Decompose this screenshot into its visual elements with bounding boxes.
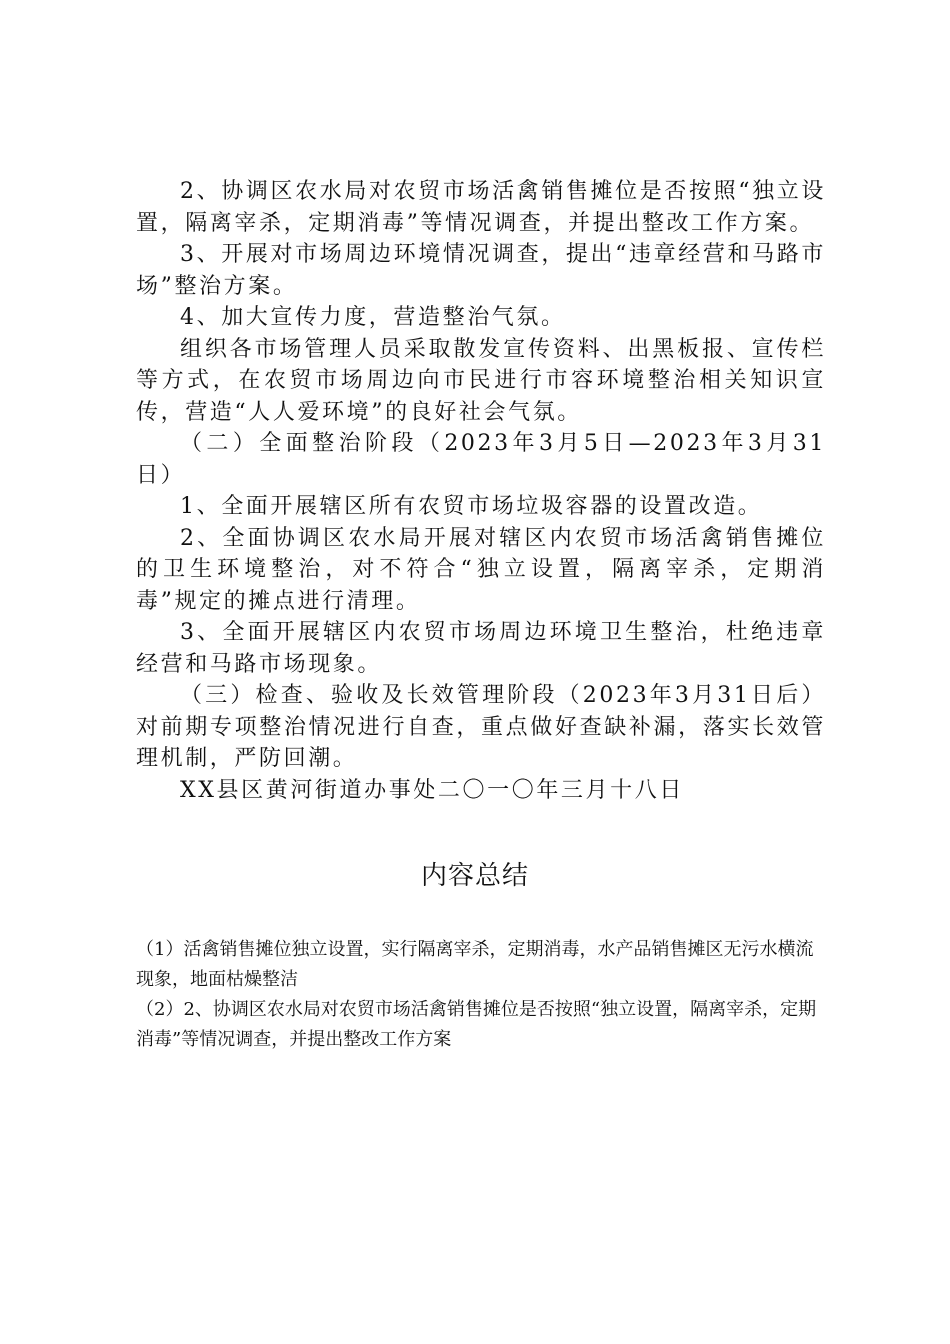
paragraph-signature-date: XX县区黄河街道办事处二〇一〇年三月十八日: [180, 777, 684, 803]
paragraph-publicity: 4、加大宣传力度，营造整治气氛。: [180, 305, 566, 330]
document-body: [136, 176, 826, 806]
paragraph-survey: 3、开展对市场周边环境情况调查，提出“违章经营和马路市场”整治方案。: [136, 242, 826, 299]
paragraph-surroundings: 3、全面开展辖区内农贸市场周边环境卫生整治，杜绝违章经营和马路市场现象。: [136, 620, 826, 677]
paragraph-phase-three: （三）检查、验收及长效管理阶段（2023年3月31日后）对前期专项整治情况进行自查，重点做好查缺补漏，落实长效管理机制，严防回潮。: [136, 683, 826, 771]
summary-item: （1）活禽销售摊位独立设置，实行隔离宰杀，定期消毒，水产品销售摊区无污水横流现象，地面枯燥整洁: [136, 939, 814, 990]
paragraph-poultry-stalls: 2、全面协调区农水局开展对辖区内农贸市场活禽销售摊位的卫生环境整治，对不符合“独立设置，隔离宰杀，定期消毒”规定的摊点进行清理。: [136, 525, 826, 614]
paragraph-garbage-containers: 1、全面开展辖区所有农贸市场垃圾容器的设置改造。: [180, 494, 763, 519]
summary-title: 内容总结: [420, 861, 529, 891]
paragraph-organize: 组织各市场管理人员采取散发宣传资料、出黑板报、宣传栏等方式，在农贸市场周边向市民进行市容环境整治相关知识宣传，营造“人人爱环境”的良好社会气氛。: [136, 336, 826, 425]
summary-list: [136, 935, 826, 1055]
paragraph-coordination: 2、协调区农水局对农贸市场活禽销售摊位是否按照“独立设置，隔离宰杀，定期消毒”等情况调查，并提出整改工作方案。: [136, 179, 826, 236]
summary-item: （2）2、协调区农水局对农贸市场活禽销售摊位是否按照“独立设置，隔离宰杀，定期消毒”等情况调查，并提出整改工作方案: [136, 999, 817, 1050]
paragraph-phase-two-heading: （二）全面整治阶段（2023年3月5日—2023年3月31日）: [136, 431, 826, 488]
